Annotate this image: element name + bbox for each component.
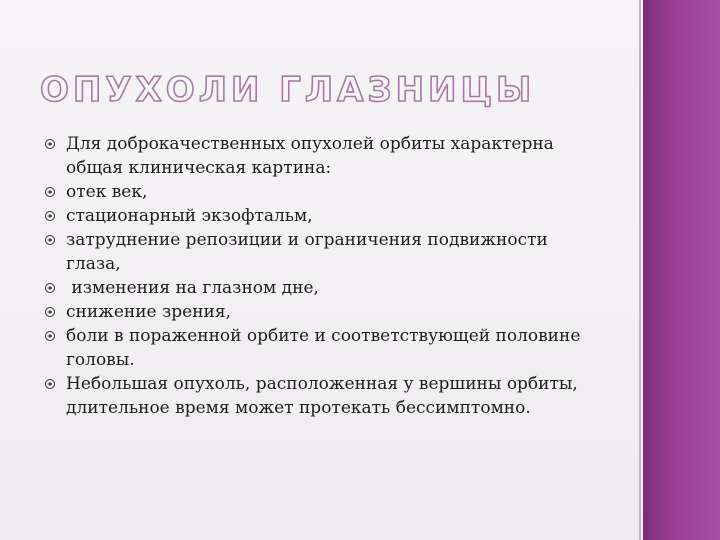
flower-bullet-icon: [44, 186, 56, 198]
bullet-text: снижение зрения,: [66, 302, 232, 322]
flower-bullet-icon: [44, 234, 56, 246]
bullet-item: [44, 372, 604, 420]
bullet-text: стационарный экзофтальм,: [66, 206, 313, 226]
slide-title: ОПУХОЛИ ГЛАЗНИЦЫ: [40, 70, 536, 110]
bullet-text: Небольшая опухоль, расположенная у вершины орбиты, длительное время может протекать бессимптомно.: [66, 374, 578, 418]
bullet-text: изменения на глазном дне,: [66, 278, 319, 298]
bullet-item: [44, 228, 604, 276]
bullet-text: затруднение репозиции и ограничения подвижности глаза,: [66, 230, 548, 274]
bullet-item: [44, 132, 604, 180]
flower-bullet-icon: [44, 138, 56, 150]
side-divider: [639, 0, 641, 540]
side-accent-panel: [643, 0, 720, 540]
bullet-item: [44, 324, 604, 372]
bullet-item: [44, 276, 604, 300]
flower-bullet-icon: [44, 306, 56, 318]
flower-bullet-icon: [44, 282, 56, 294]
flower-bullet-icon: [44, 378, 56, 390]
bullet-text: боли в пораженной орбите и соответствующей половине головы.: [66, 326, 581, 370]
bullet-item: [44, 180, 604, 204]
bullet-text: отек век,: [66, 182, 148, 202]
bullet-list: [44, 132, 604, 420]
bullet-text: Для доброкачественных опухолей орбиты характерна общая клиническая картина:: [66, 134, 554, 178]
bullet-item: [44, 204, 604, 228]
flower-bullet-icon: [44, 330, 56, 342]
flower-bullet-icon: [44, 210, 56, 222]
bullet-item: [44, 300, 604, 324]
